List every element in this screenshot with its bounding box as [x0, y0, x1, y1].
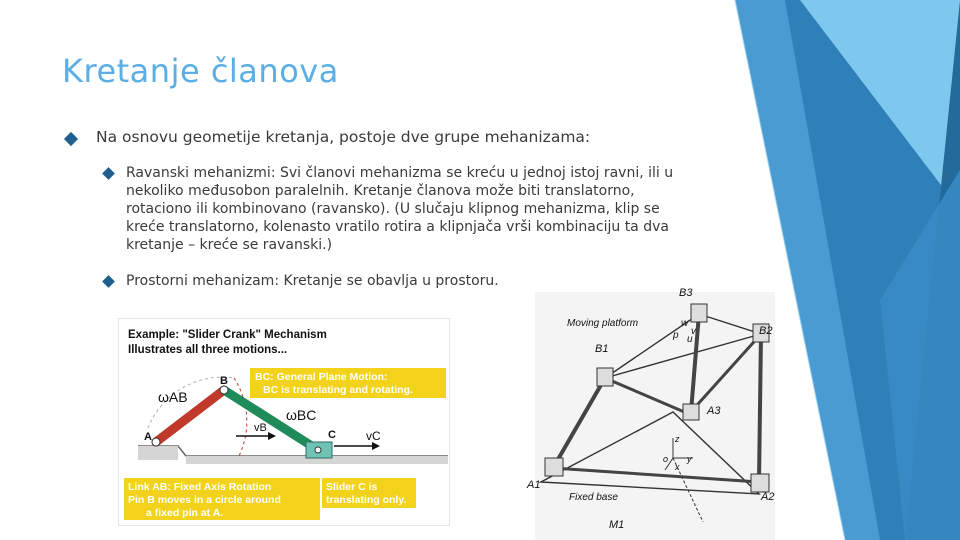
- joint-b1: [597, 368, 613, 386]
- bullet-sub-spatial: [104, 272, 499, 290]
- label-a1: A1: [527, 479, 541, 491]
- ground-block-left: [138, 446, 178, 460]
- bc-label-line1: BC: General Plane Motion:: [255, 371, 388, 383]
- bullet-main-text: Na osnovu geometije kretanja, postoje dve grupe mehanizama:: [96, 128, 591, 146]
- fig-heading-2: Illustrates all three motions...: [128, 344, 288, 356]
- ab-label-line3: a fixed pin at A.: [146, 507, 224, 519]
- label-z: z: [675, 434, 680, 444]
- bullet-sub-planar: [104, 164, 694, 254]
- label-m1: M1: [609, 519, 625, 531]
- slide-title: Kretanje članova: [62, 52, 339, 90]
- joint-a3: [683, 404, 699, 420]
- pin-a: [152, 438, 160, 446]
- joint-b3: [691, 304, 707, 322]
- vb-label: vB: [254, 422, 267, 434]
- joint-a2: [751, 474, 769, 492]
- bc-label-line2: BC is translating and rotating.: [263, 384, 413, 396]
- vc-label: vC: [366, 429, 381, 443]
- label-b3: B3: [679, 287, 693, 299]
- diamond-bullet-icon: [102, 275, 115, 288]
- label-moving-platform: Moving platform: [567, 318, 639, 329]
- c-label-line1: Slider C is: [326, 481, 378, 493]
- point-b-label: B: [220, 375, 228, 387]
- label-x: x: [675, 462, 680, 472]
- spatial-platform-figure: [523, 282, 775, 540]
- point-a-label: A: [144, 431, 152, 443]
- pin-c: [315, 447, 321, 453]
- leg-4: [759, 334, 761, 482]
- ab-label-line1: Link AB: Fixed Axis Rotation: [128, 481, 272, 493]
- diamond-bullet-icon: [102, 167, 115, 180]
- label-a3: A3: [707, 405, 721, 417]
- point-c-label: C: [328, 429, 336, 441]
- label-b1: B1: [595, 343, 609, 355]
- label-v: v: [691, 326, 696, 337]
- label-fixed-base: Fixed base: [569, 492, 618, 503]
- label-y: y: [687, 454, 692, 464]
- pin-b: [220, 386, 228, 394]
- label-p: p: [673, 330, 679, 341]
- label-a2: A2: [761, 491, 775, 503]
- bullet-sub-spatial-text: Prostorni mehanizam: Kretanje se obavlja u prostoru.: [126, 273, 499, 289]
- bullet-sub-planar-text: Ravanski mehanizmi: Svi članovi mehanizma se kreću u jednoj istoj ravni, ili u nekoliko međusobon paralelnih. Kretanje članova može biti translatorno, rotaciono ili kombinovano (ravansko). (U slučaju klipnog mehanizma, klip se kreće translatorno, kolenasto vratilo rotira a klipnjača vrši kombinaciju ta dva kretanje – kreće se ravanski.): [126, 165, 674, 253]
- omega-bc-label: ωBC: [286, 407, 317, 423]
- c-label-line2: translating only.: [326, 494, 407, 506]
- bullet-main: [66, 128, 590, 146]
- diamond-bullet-icon: [64, 132, 78, 146]
- label-u: u: [687, 334, 693, 345]
- label-w: w: [681, 318, 689, 329]
- omega-ab-label: ωAB: [158, 389, 188, 405]
- ab-label-line2: Pin B moves in a circle around: [128, 494, 281, 506]
- joint-a1: [545, 458, 563, 476]
- label-b2: B2: [759, 325, 773, 337]
- label-o: o: [663, 454, 669, 464]
- slider-crank-figure: [118, 318, 450, 526]
- fig-heading-1: Example: "Slider Crank" Mechanism: [128, 329, 327, 341]
